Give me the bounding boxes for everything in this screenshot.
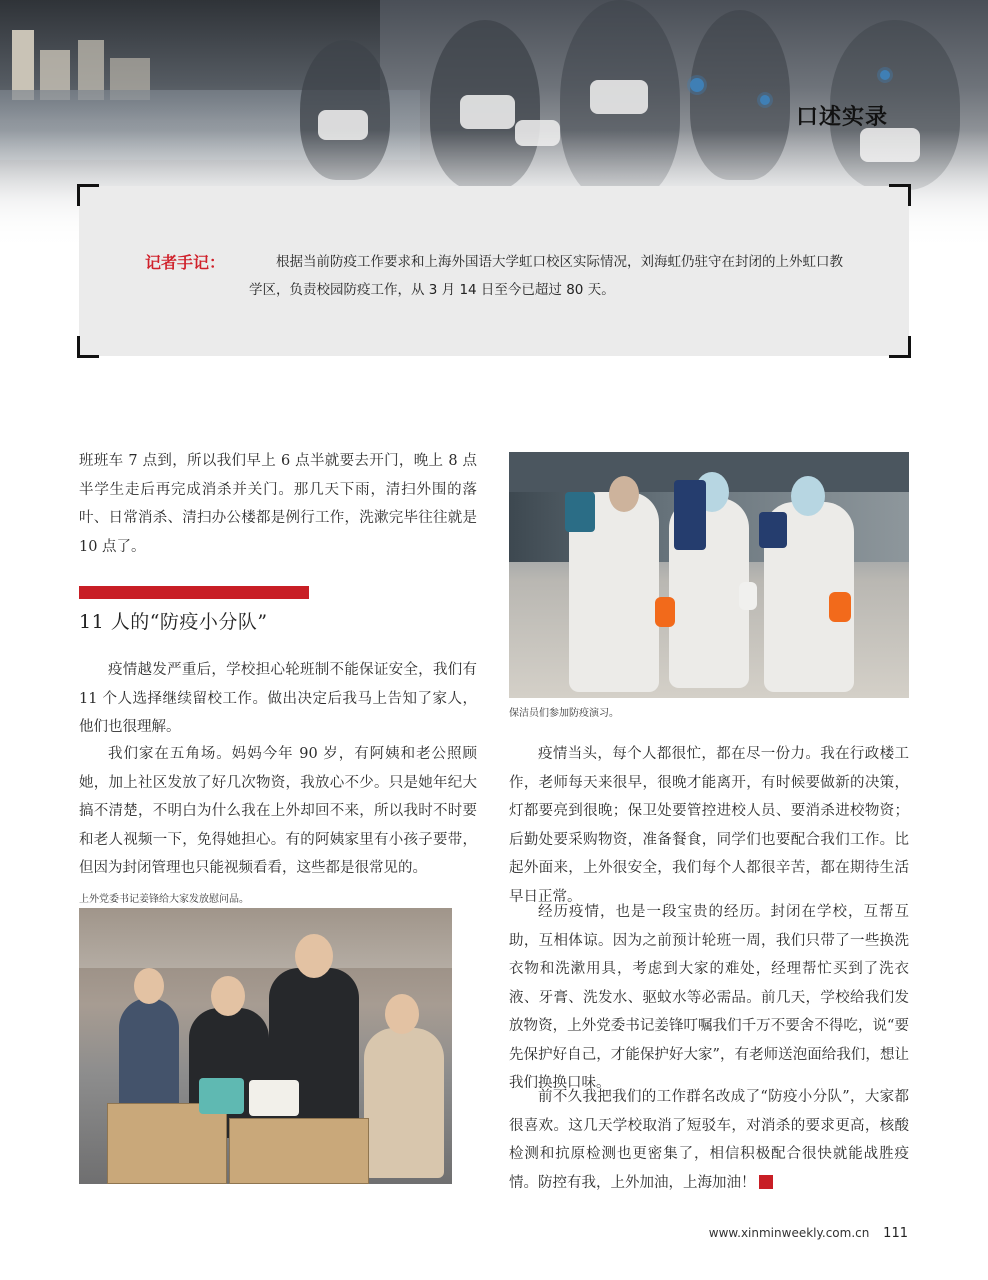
sprayer [655, 597, 675, 627]
face-shield [791, 476, 825, 516]
face [211, 976, 245, 1016]
note-label: 记者手记： [145, 253, 226, 272]
sprayer [829, 592, 851, 622]
virus-icon [880, 70, 890, 80]
face-mask [590, 80, 648, 114]
page-footer [709, 1226, 908, 1241]
photo-distribution [79, 908, 452, 1184]
corner-bracket [889, 336, 911, 358]
face [134, 968, 164, 1004]
reporter-note-box [79, 186, 909, 356]
virus-icon [760, 95, 770, 105]
person-staff [364, 1028, 444, 1178]
body-paragraph: 经历疫情，也是一段宝贵的经历。封闭在学校，互帮互助，互相体谅。因为之前预计轮班一周，我们只带了一些换洗衣物和洗漱用具，考虑到大家的难处，经理帮忙买到了洗衣液、牙膏、洗发水、驱蚊水等必需品。前几天，学校给我们发放物资，上外党委书记姜锋叮嘱我们千万不要舍不得吃，说“要先保护好自己，才能保护好大家”，有老师送泡面给我们，想让我们换换口味。 [509, 904, 909, 1091]
body-paragraph-text: 前不久我把我们的工作群名改成了“防疫小分队”，大家都很喜欢。这几天学校取消了短驳车，对消杀的要求更高，核酸检测和抗原检测也更密集了，相信积极配合很快就能战胜疫情。防控有我，上外加油，上海加油！ [509, 1089, 909, 1191]
corner-bracket [889, 184, 911, 206]
section-label-text: 口述实录 [796, 105, 889, 130]
website-url: www.xinminweekly.com.cn [708, 1226, 870, 1240]
sprayer [739, 582, 757, 610]
corner-bracket [77, 184, 99, 206]
supply-box [107, 1103, 227, 1184]
note-text: 根据当前防疫工作要求和上海外国语大学虹口校区实际情况，刘海虹仍驻守在封闭的上外虹口教学区，负责校园防疫工作，从 3 月 14 日至今已超过 80 天。 [249, 254, 843, 298]
section-heading: 11 人的“防疫小分队” [79, 611, 268, 633]
end-mark-icon [759, 1175, 773, 1189]
virus-icon [690, 78, 704, 92]
photo-drill [509, 452, 909, 698]
face [609, 476, 639, 512]
building-facade [79, 908, 452, 968]
body-paragraph: 疫情当头，每个人都很忙，都在尽一份力。我在行政楼工作，老师每天来很早，很晚才能离开，有时候要做新的决策，灯都要亮到很晚；保卫处要管控进校人员、要消杀进校物资；后勤处要采购物资，准备餐食，同学们也要配合我们工作。比起外面来，上外很安全，我们每个人都很辛苦，都在期待生活早日正常。 [509, 746, 909, 905]
corner-bracket [77, 336, 99, 358]
body-paragraph: 疫情越发严重后，学校担心轮班制不能保证安全，我们有 11 个人选择继续留校工作。做出决定后我马上告知了家人，他们也很理解。 [79, 662, 477, 735]
gift-bag [249, 1080, 299, 1116]
photo-caption: 上外党委书记姜锋给大家发放慰问品。 [79, 894, 249, 905]
page-number: 111 [883, 1226, 908, 1241]
photo-caption: 保洁员们参加防疫演习。 [509, 708, 619, 719]
section-divider-bar [79, 586, 309, 599]
face [385, 994, 419, 1034]
intro-paragraph: 班班车 7 点到，所以我们早上 6 点半就要去开门，晚上 8 点半学生走后再完成消杀并关门。那几天下雨，清扫外围的落叶、日常消杀、清扫办公楼都是例行工作，洗漱完毕往往就是 10 点了。 [79, 453, 477, 555]
cloth [565, 492, 595, 532]
face-mask [460, 95, 515, 129]
body-paragraph [509, 1083, 909, 1197]
gift-bag [199, 1078, 244, 1114]
section-label [796, 100, 888, 131]
cloth [759, 512, 787, 548]
body-paragraph: 我们家在五角场。妈妈今年 90 岁，有阿姨和老公照顾她，加上社区发放了好几次物资，我放心不少。只是她年纪大搞不清楚，不明白为什么我在上外却回不来，所以我时不时要和老人视频一下，免得她担心。有的阿姨家里有小孩子要带，但因为封闭管理也只能视频看看，这些都是很常见的。 [79, 746, 477, 876]
face [295, 934, 333, 978]
cloth [674, 480, 706, 550]
supply-box [229, 1118, 369, 1184]
